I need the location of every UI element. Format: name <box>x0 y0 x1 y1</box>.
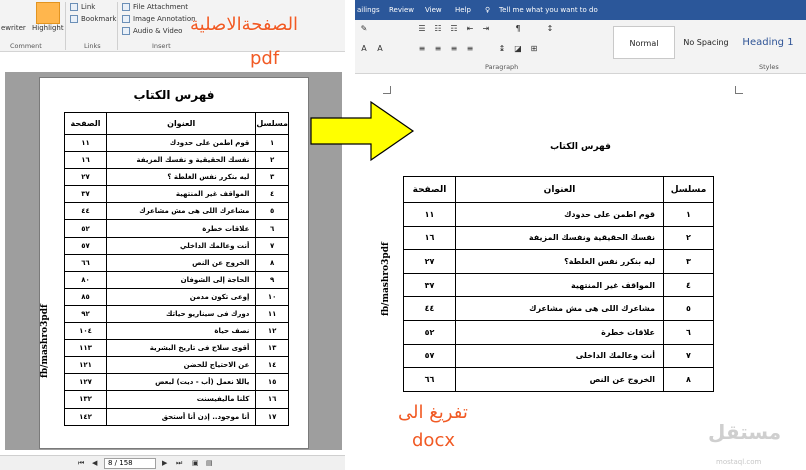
table-row <box>404 297 714 321</box>
tell-me-search[interactable]: Tell me what you want to do <box>499 6 598 14</box>
tab-review[interactable]: Review <box>389 6 414 14</box>
cell-serial: ١٦ <box>256 391 289 408</box>
cell-serial: ١٢ <box>256 323 289 340</box>
cell-page: ١٤٢ <box>65 408 107 425</box>
align-center-icon[interactable]: ≡ <box>434 44 442 53</box>
align-left-icon[interactable]: ≡ <box>418 44 426 53</box>
header-serial: مسلسل <box>664 177 714 203</box>
table-row <box>65 169 289 186</box>
cell-page: ١١ <box>404 203 456 227</box>
cell-title: علاقات خطرة <box>456 320 664 344</box>
margin-mark-left <box>383 86 391 94</box>
ribbon-group-insert: Insert <box>152 42 171 50</box>
header-page: الصفحة <box>404 177 456 203</box>
tab-mailings[interactable]: ailings <box>357 6 380 14</box>
cell-serial: ١٥ <box>256 374 289 391</box>
cell-title: ليه بنكرر نفس الغلطة ؟ <box>107 169 256 186</box>
header-title: العنوان <box>456 177 664 203</box>
image-annotation-label: Image Annotation <box>133 15 196 23</box>
cell-title: ليه بنكرر نفس الغلطة؟ <box>456 250 664 274</box>
cell-serial: ٢ <box>664 226 714 250</box>
annotation-unload-to: تفريغ الى <box>398 402 468 423</box>
lightbulb-icon: ♀ <box>485 6 491 14</box>
cell-title: الخروج عن النص <box>107 254 256 271</box>
page-number-field[interactable]: 8 / 158 <box>104 458 156 469</box>
font-color-icon[interactable]: ✎ <box>360 24 368 33</box>
table-row <box>65 305 289 322</box>
justify-icon[interactable]: ≡ <box>466 44 474 53</box>
cell-title: أقوى سلاح فى تاريخ البشرية <box>107 340 256 357</box>
cell-title: قوم اطمن على حدودك <box>107 135 256 152</box>
cell-serial: ٤ <box>664 273 714 297</box>
ribbon-group-comment: Comment <box>10 42 42 50</box>
cell-title: مشاعرك اللى هى مش مشاعرك <box>107 203 256 220</box>
cell-serial: ٨ <box>664 368 714 392</box>
file-attachment-icon <box>122 3 130 11</box>
cell-serial: ١٣ <box>256 340 289 357</box>
cell-serial: ١٤ <box>256 357 289 374</box>
numbering-icon[interactable]: ☷ <box>434 24 442 33</box>
word-ribbon-tabs <box>355 0 806 20</box>
style-normal[interactable]: Normal <box>613 26 675 59</box>
cell-page: ١٠٤ <box>65 323 107 340</box>
cell-title: نفسك الحقيقية ونفسك المزيفة <box>456 226 664 250</box>
cell-page: ٥٧ <box>404 344 456 368</box>
cell-page: ٥٧ <box>65 237 107 254</box>
last-page-icon[interactable]: ⏭ <box>176 459 183 467</box>
cell-title: كلنا ماليفيسنت <box>107 391 256 408</box>
table-row <box>65 203 289 220</box>
cell-serial: ٣ <box>256 169 289 186</box>
word-window <box>355 0 806 470</box>
pdf-watermark: fb/mashro3pdf <box>40 304 50 378</box>
cell-page: ١٦ <box>65 152 107 169</box>
pdf-toc-table <box>64 112 289 426</box>
word-page-title: فهرس الكتاب <box>550 142 611 152</box>
table-row <box>404 344 714 368</box>
cell-serial: ٢ <box>256 152 289 169</box>
ribbon-separator <box>65 2 66 50</box>
bookmark-button[interactable] <box>70 15 116 23</box>
font-size-icon[interactable]: A <box>377 44 383 53</box>
prev-page-icon[interactable]: ◀ <box>92 459 98 467</box>
cell-serial: ٣ <box>664 250 714 274</box>
table-row <box>65 271 289 288</box>
image-annotation-button[interactable] <box>122 15 196 23</box>
link-icon <box>70 3 78 11</box>
cell-title: إوعى تكون مدمن <box>107 288 256 305</box>
cell-title: مشاعرك اللى هى مش مشاعرك <box>456 297 664 321</box>
highlight-icon[interactable] <box>36 2 60 24</box>
cell-page: ٦٦ <box>404 368 456 392</box>
table-row <box>65 357 289 374</box>
margin-mark-right <box>735 86 743 94</box>
cell-page: ١٦ <box>404 226 456 250</box>
word-toc-table <box>403 176 714 392</box>
header-title: العنوان <box>107 113 256 135</box>
first-page-icon[interactable]: ⏮ <box>78 459 85 467</box>
borders-icon[interactable]: ⊞ <box>530 44 538 53</box>
pdf-editor-window <box>0 0 345 470</box>
cell-page: ٨٠ <box>65 271 107 288</box>
pdf-statusbar <box>0 455 345 470</box>
cell-title: أنت وعالمك الداخلي <box>107 237 256 254</box>
cell-page: ٤٤ <box>404 297 456 321</box>
cell-page: ٣٧ <box>65 186 107 203</box>
view-mode-icon[interactable]: ▣ <box>192 459 199 467</box>
file-attachment-button[interactable] <box>122 3 188 11</box>
tab-view[interactable]: View <box>425 6 442 14</box>
table-row <box>404 250 714 274</box>
table-row <box>65 340 289 357</box>
cell-title: الحاجة إلى الشوفان <box>107 271 256 288</box>
table-row <box>65 152 289 169</box>
table-row <box>65 186 289 203</box>
audio-video-label: Audio & Video <box>133 27 183 35</box>
cell-page: ٥٢ <box>404 320 456 344</box>
cell-page: ١٣٢ <box>65 391 107 408</box>
pdf-workspace[interactable] <box>5 72 342 450</box>
page-layout-icon[interactable]: ▤ <box>206 459 213 467</box>
cell-page: ٢٧ <box>65 169 107 186</box>
table-row <box>65 135 289 152</box>
cell-page: ٦٦ <box>65 254 107 271</box>
cell-title: نفسك الحقيقية و نفسك المزيفة <box>107 152 256 169</box>
cell-serial: ١ <box>664 203 714 227</box>
cell-page: ٤٤ <box>65 203 107 220</box>
table-row <box>65 254 289 271</box>
cell-serial: ٦ <box>256 220 289 237</box>
rtl-icon[interactable]: ¶ <box>515 24 521 33</box>
cell-page: ٥٢ <box>65 220 107 237</box>
cell-serial: ٦ <box>664 320 714 344</box>
pdf-page-title: فهرس الكتاب <box>133 88 215 102</box>
cell-title: ياللا نعمل (أب - ديت) لبعض <box>107 374 256 391</box>
table-row <box>404 203 714 227</box>
line-spacing-icon[interactable]: ↨ <box>498 44 506 53</box>
style-no-spacing[interactable]: No Spacing <box>683 38 729 47</box>
cell-serial: ٥ <box>664 297 714 321</box>
align-right-icon[interactable]: ≡ <box>450 44 458 53</box>
cell-page: ٨٥ <box>65 288 107 305</box>
cell-serial: ٩ <box>256 271 289 288</box>
file-attachment-label: File Attachment <box>133 3 188 11</box>
cell-page: ١٢٧ <box>65 374 107 391</box>
ribbon-group-styles: Styles <box>759 63 779 71</box>
table-row <box>404 273 714 297</box>
cell-title: عن الاحتياج للحضن <box>107 357 256 374</box>
cell-title: المواقف غير المنتهية <box>456 273 664 297</box>
cell-page: ٩٢ <box>65 305 107 322</box>
table-row <box>65 323 289 340</box>
cell-title: دورك فى سيناريو حياتك <box>107 305 256 322</box>
table-row <box>65 220 289 237</box>
table-row <box>404 368 714 392</box>
sort-icon[interactable]: ↕ <box>546 24 554 33</box>
cell-page: ٣٧ <box>404 273 456 297</box>
annotation-docx: docx <box>412 430 455 451</box>
mostaql-logo-url: mostaql.com <box>716 458 762 466</box>
table-row <box>404 320 714 344</box>
cell-title: نصف حياة <box>107 323 256 340</box>
bullets-icon[interactable]: ☰ <box>418 24 426 33</box>
link-label: Link <box>81 3 96 11</box>
font-color-a-icon[interactable]: A <box>361 44 367 53</box>
yellow-arrow-icon <box>309 100 415 162</box>
cell-page: ١١ <box>65 135 107 152</box>
cell-page: ٢٧ <box>404 250 456 274</box>
cell-title: المواقف غير المنتهية <box>107 186 256 203</box>
header-serial: مسلسل <box>256 113 289 135</box>
cell-title: أنت وعالمك الداخلى <box>456 344 664 368</box>
table-row <box>65 237 289 254</box>
cell-serial: ٤ <box>256 186 289 203</box>
audio-video-icon <box>122 27 130 35</box>
increase-indent-icon[interactable]: ⇥ <box>482 24 490 33</box>
cell-serial: ١٧ <box>256 408 289 425</box>
cell-serial: ١ <box>256 135 289 152</box>
multilevel-list-icon[interactable]: ☶ <box>450 24 458 33</box>
style-heading1[interactable]: Heading 1 <box>742 37 794 48</box>
cell-serial: ١٠ <box>256 288 289 305</box>
cell-page: ١١٣ <box>65 340 107 357</box>
cell-serial: ٨ <box>256 254 289 271</box>
header-page: الصفحة <box>65 113 107 135</box>
cell-serial: ٧ <box>256 237 289 254</box>
cell-serial: ٧ <box>664 344 714 368</box>
cell-title: علاقات خطرة <box>107 220 256 237</box>
mostaql-logo: مستقل <box>708 420 782 444</box>
cell-page: ١٢١ <box>65 357 107 374</box>
table-row <box>65 288 289 305</box>
annotation-original-page: الصفحةالاصلية <box>190 14 299 35</box>
pdf-page <box>39 77 309 449</box>
cell-serial: ٥ <box>256 203 289 220</box>
cell-title: قوم اطمن على حدودك <box>456 203 664 227</box>
next-page-icon[interactable]: ▶ <box>162 459 168 467</box>
bookmark-icon <box>70 15 78 23</box>
ribbon-group-links: Links <box>84 42 101 50</box>
ribbon-group-paragraph: Paragraph <box>485 63 519 71</box>
highlight-button[interactable]: Highlight <box>32 24 64 32</box>
word-watermark: fb/mashro3pdf <box>381 242 391 316</box>
table-row <box>65 408 289 425</box>
bookmark-label: Bookmark <box>81 15 117 23</box>
cell-serial: ١١ <box>256 305 289 322</box>
table-row <box>65 391 289 408</box>
decrease-indent-icon[interactable]: ⇤ <box>466 24 474 33</box>
word-ribbon <box>355 20 806 74</box>
audio-video-button[interactable] <box>122 27 182 35</box>
cell-title: أنا موجود.. إذن أنا أستحق <box>107 408 256 425</box>
image-annotation-icon <box>122 15 130 23</box>
ribbon-separator <box>117 2 118 50</box>
typewriter-button[interactable]: ewriter <box>1 24 26 32</box>
table-row <box>404 226 714 250</box>
tab-help[interactable]: Help <box>455 6 471 14</box>
shading-icon[interactable]: ◪ <box>514 44 522 53</box>
table-row <box>65 374 289 391</box>
link-button[interactable] <box>70 3 95 11</box>
annotation-pdf: pdf <box>250 48 280 69</box>
cell-title: الخروج عن النص <box>456 368 664 392</box>
